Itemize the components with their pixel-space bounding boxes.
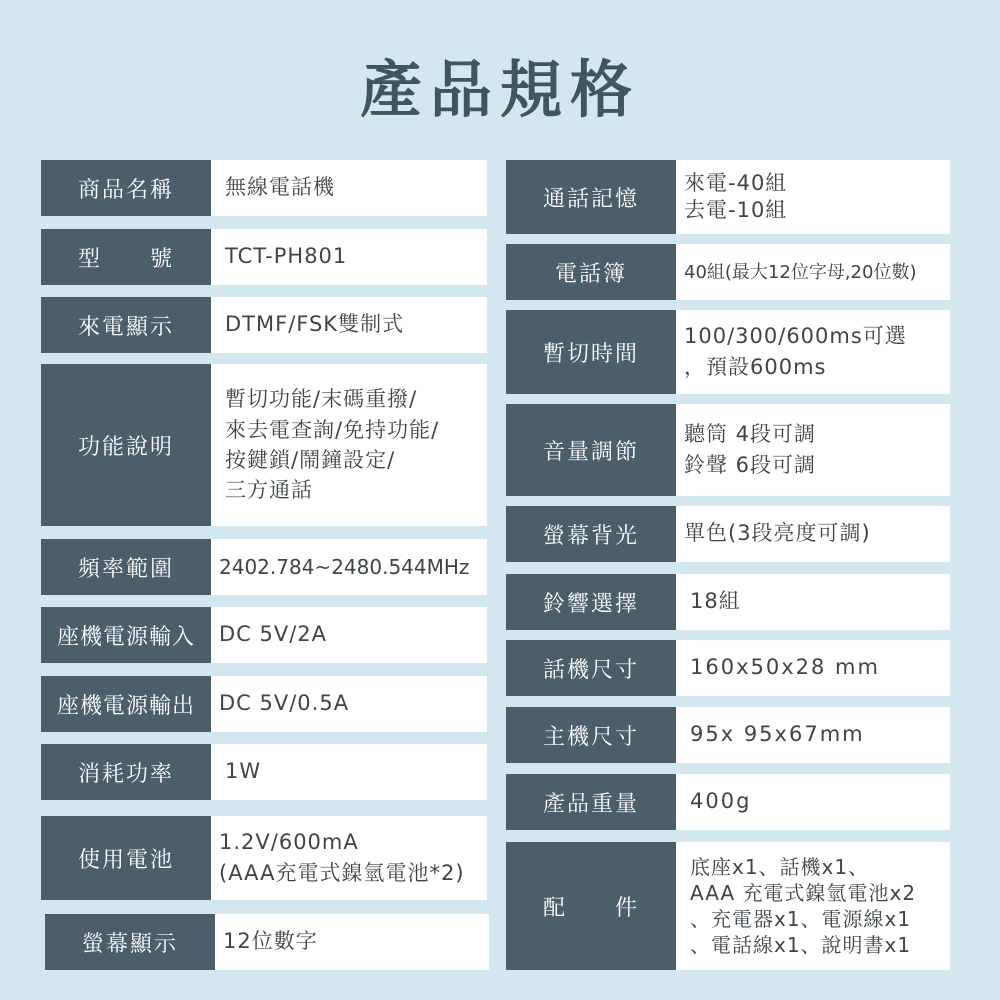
- spec-value: 無線電話機: [211, 160, 487, 216]
- spec-value: 160x50x28 mm: [676, 640, 950, 696]
- spec-value: 18組: [676, 574, 950, 630]
- spec-row-product-name: [41, 160, 487, 216]
- spec-label: 鈴響選擇: [506, 574, 676, 630]
- spec-row-caller-id: [41, 297, 487, 353]
- spec-row-phonebook: [506, 244, 950, 300]
- spec-label: 通話記憶: [506, 160, 676, 234]
- spec-value: DC 5V/0.5A: [211, 676, 487, 732]
- spec-label: 話機尺寸: [506, 640, 676, 696]
- spec-row-call-memory: [506, 160, 950, 234]
- spec-value: 暫切功能/末碼重撥/ 來去電查詢/免持功能/ 按鍵鎖/鬧鐘設定/ 三方通話: [211, 364, 487, 526]
- spec-label: 產品重量: [506, 774, 676, 830]
- spec-label: 暫切時間: [506, 310, 676, 394]
- spec-value: 12位數字: [215, 914, 489, 970]
- spec-label: 型 號: [41, 229, 211, 285]
- spec-row-accessories: [506, 842, 950, 970]
- spec-row-frequency: [41, 539, 487, 595]
- spec-label: 螢幕顯示: [45, 914, 215, 970]
- spec-label: 配 件: [506, 842, 676, 970]
- page-title: 產品規格: [359, 53, 640, 126]
- spec-row-volume: [506, 404, 950, 496]
- spec-row-model: [41, 229, 487, 285]
- spec-row-display: [45, 914, 489, 970]
- spec-value: TCT-PH801: [211, 229, 487, 285]
- spec-value: 1W: [211, 744, 487, 800]
- spec-value: 來電-40組 去電-10組: [676, 160, 950, 234]
- spec-row-flash-time: [506, 310, 950, 394]
- spec-row-power-consumption: [41, 744, 487, 800]
- spec-row-battery: [41, 816, 487, 900]
- spec-label: 來電顯示: [41, 297, 211, 353]
- spec-label: 座機電源輸入: [41, 607, 211, 663]
- spec-label: 電話簿: [506, 244, 676, 300]
- spec-value: 40組(最大12位字母,20位數): [676, 244, 950, 300]
- spec-label: 座機電源輸出: [41, 676, 211, 732]
- spec-label: 商品名稱: [41, 160, 211, 216]
- spec-value: 95x 95x67mm: [676, 707, 950, 763]
- spec-value: DTMF/FSK雙制式: [211, 297, 487, 353]
- spec-value: 單色(3段亮度可調): [676, 506, 950, 562]
- spec-row-functions: [41, 364, 487, 526]
- spec-row-handset-size: [506, 640, 950, 696]
- spec-label: 使用電池: [41, 816, 211, 900]
- spec-label: 頻率範圍: [41, 539, 211, 595]
- spec-value: 2402.784~2480.544MHz: [211, 539, 487, 595]
- spec-value: 聽筒 4段可調 鈴聲 6段可調: [676, 404, 950, 496]
- spec-value: DC 5V/2A: [211, 607, 487, 663]
- spec-value: 底座x1、話機x1、 AAA 充電式鎳氫電池x2 、充電器x1、電源線x1 、電話線x1、說明書x1: [676, 842, 950, 970]
- spec-label: 螢幕背光: [506, 506, 676, 562]
- spec-label: 功能說明: [41, 364, 211, 526]
- spec-row-ringtone: [506, 574, 950, 630]
- spec-row-weight: [506, 774, 950, 830]
- spec-row-base-size: [506, 707, 950, 763]
- spec-row-backlight: [506, 506, 950, 562]
- spec-value: 400g: [676, 774, 950, 830]
- spec-value: 1.2V/600mA (AAA充電式鎳氫電池*2): [211, 816, 487, 900]
- spec-label: 消耗功率: [41, 744, 211, 800]
- spec-label: 主機尺寸: [506, 707, 676, 763]
- spec-row-power-input: [41, 607, 487, 663]
- spec-row-power-output: [41, 676, 487, 732]
- spec-value: 100/300/600ms可選 ，預設600ms: [676, 310, 950, 394]
- spec-label: 音量調節: [506, 404, 676, 496]
